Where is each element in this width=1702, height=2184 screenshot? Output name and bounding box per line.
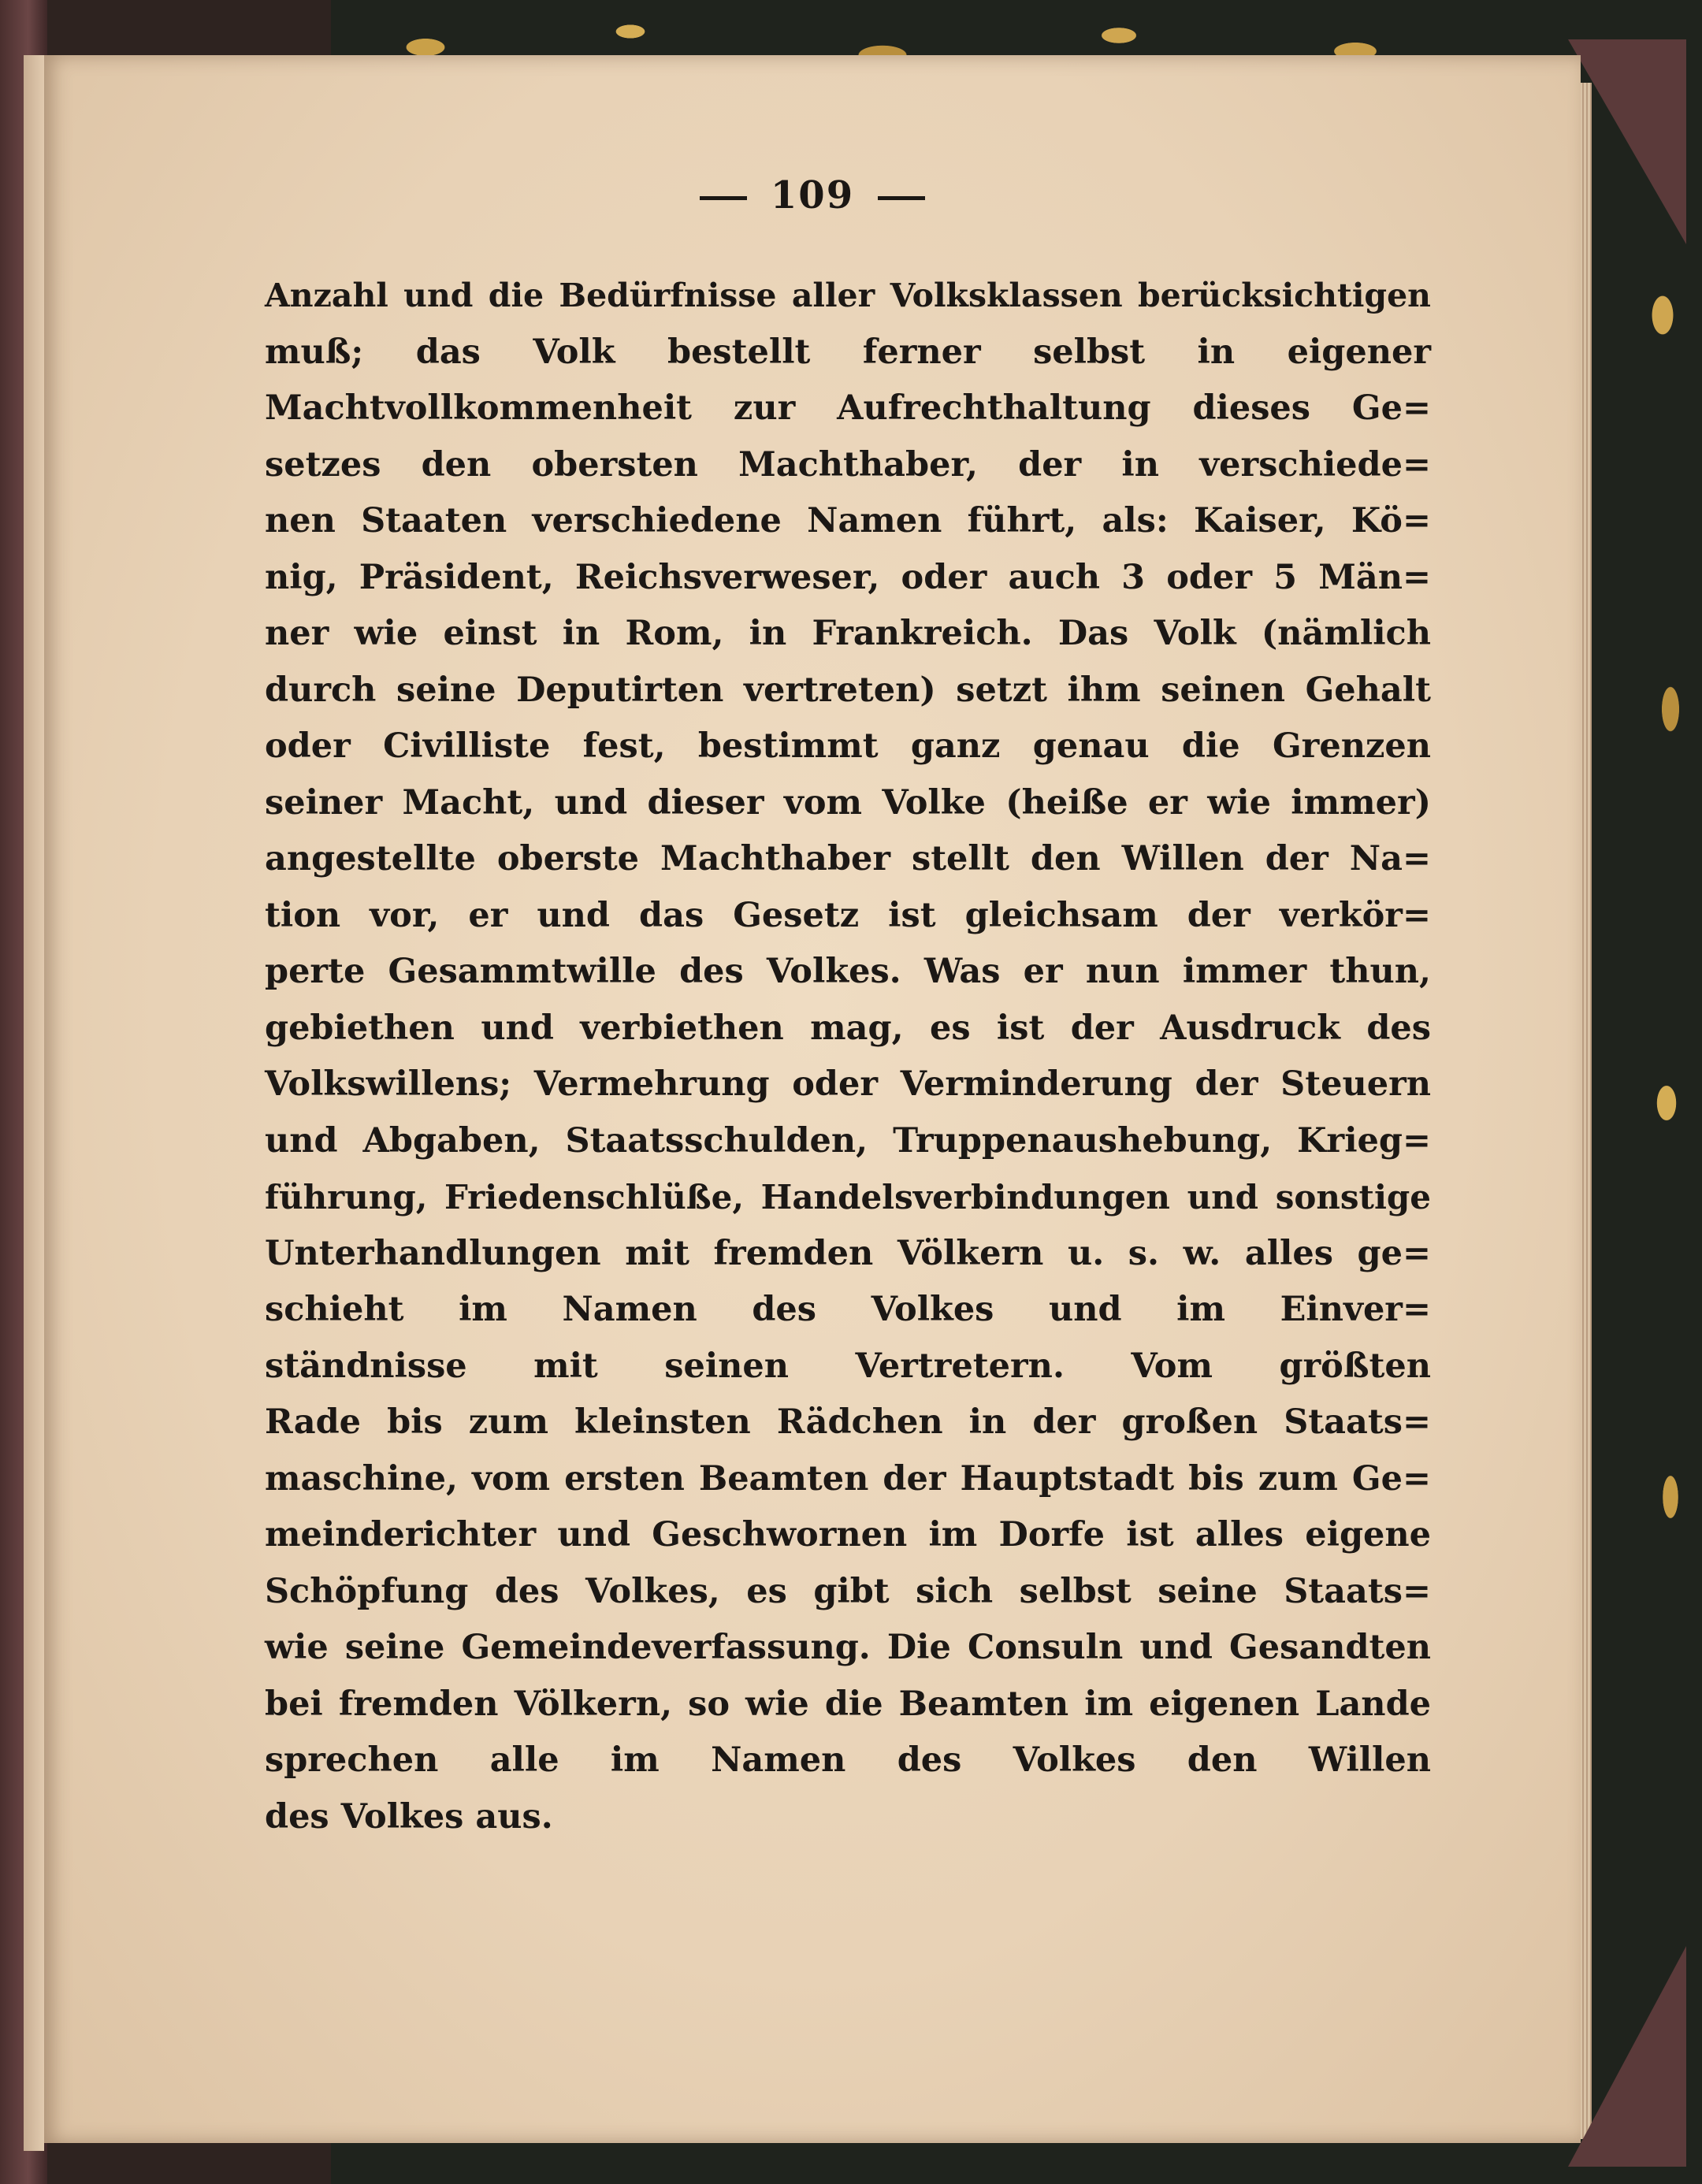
text-line: ständnisse mit seinen Vertretern. Vom größten xyxy=(265,1346,1431,1386)
text-line: wie seine Gemeindeverfassung. Die Consuln und Gesandten xyxy=(265,1628,1431,1667)
page-header xyxy=(44,173,1581,217)
text-line: nig, Präsident, Reichsverweser, oder auch 3 oder 5 Män= xyxy=(265,557,1431,597)
header-dash-right xyxy=(878,196,925,200)
text-line: Rade bis zum kleinsten Rädchen in der großen Staats= xyxy=(265,1402,1431,1442)
text-line: Volkswillens; Vermehrung oder Verminderung der Steuern xyxy=(265,1064,1431,1104)
text-line: führung, Friedenschlüße, Handelsverbindungen und sonstige xyxy=(265,1178,1431,1216)
text-line: nen Staaten verschiedene Namen führt, als: Kaiser, Kö= xyxy=(265,501,1431,540)
text-line: Schöpfung des Volkes, es gibt sich selbst seine Staats= xyxy=(265,1571,1431,1611)
text-line: oder Civilliste fest, bestimmt ganz genau die Grenzen xyxy=(265,726,1431,766)
text-line: gebiethen und verbiethen mag, es ist der Ausdruck des xyxy=(265,1008,1431,1048)
text-line: durch seine Deputirten vertreten) setzt ihm seinen Gehalt xyxy=(265,670,1431,710)
text-line: ner wie einst in Rom, in Frankreich. Das Volk (nämlich xyxy=(265,614,1431,653)
text-line: meinderichter und Geschwornen im Dorfe ist alles eigene xyxy=(265,1515,1431,1554)
text-line: perte Gesammtwille des Volkes. Was er nun immer thun, xyxy=(265,952,1431,991)
text-line: Unterhandlungen mit fremden Völkern u. s. w. alles ge= xyxy=(265,1233,1431,1273)
text-line: tion vor, er und das Gesetz ist gleichsam der verkör= xyxy=(265,895,1431,935)
page-number: 109 xyxy=(770,173,855,217)
text-line: des Volkes aus. xyxy=(265,1796,553,1837)
text-line: maschine, vom ersten Beamten der Hauptstadt bis zum Ge= xyxy=(265,1458,1431,1499)
body-text xyxy=(265,268,1431,1845)
text-line: bei fremden Völkern, so wie die Beamten im eigenen Lande xyxy=(265,1684,1431,1724)
text-line: sprechen alle im Namen des Volkes den Willen xyxy=(265,1740,1431,1780)
left-page-edge xyxy=(24,55,44,2151)
text-line: seiner Macht, und dieser vom Volke (heiße er wie immer) xyxy=(265,782,1431,823)
text-line: setzes den obersten Machthaber, der in verschiede= xyxy=(265,444,1431,485)
text-line: schieht im Namen des Volkes und im Einver= xyxy=(265,1290,1431,1329)
text-line: und Abgaben, Staatsschulden, Truppenaushebung, Krieg= xyxy=(265,1120,1431,1161)
text-line: Anzahl und die Bedürfnisse aller Volksklassen berücksichtigen xyxy=(265,277,1431,314)
header-dash-left xyxy=(700,196,747,200)
text-line: muß; das Volk bestellt ferner selbst in eigener xyxy=(265,332,1431,372)
book-page xyxy=(44,55,1581,2143)
text-line: Machtvollkommenheit zur Aufrechthaltung dieses Ge= xyxy=(265,388,1431,428)
text-line: angestellte oberste Machthaber stellt den Willen der Na= xyxy=(265,839,1431,878)
